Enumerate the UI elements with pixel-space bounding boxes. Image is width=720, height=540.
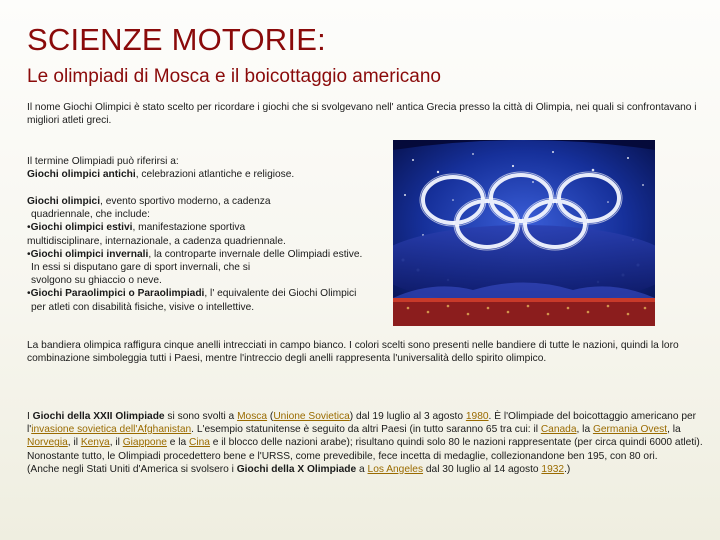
- bullet-1: •: [27, 222, 31, 234]
- modern-line-6: In essi si disputano gare di sport invernali, che si: [31, 262, 251, 274]
- modern-line-7: svolgono su ghiaccio o neve.: [31, 275, 162, 287]
- modern-bold-1: Giochi olimpici: [27, 196, 101, 207]
- moscow-t-e: . È l'Olimpiade del boicottaggio americano per l': [27, 411, 697, 436]
- moscow-bold-games: Giochi della XXII Olimpiade: [32, 411, 165, 422]
- moscow-t-l: e il blocco delle nazioni arabe); risultano quindi solo 80 le nazioni rappresentate (per circa quindi 6000 atleti).: [209, 437, 703, 449]
- modern-bold-5: Giochi olimpici invernali: [30, 248, 149, 260]
- moscow-text-2: Nonostante tutto, le Olimpiadi procedettero bene e l'URSS, come prevedibile, fece incetta di medaglie, collezionandone ben 195, con 80 ori.: [27, 450, 658, 462]
- flag-text: La bandiera olimpica raffigura cinque anelli intrecciati in campo bianco. I colori scelti sono presenti nelle bandiere di tutte le nazioni, quindi la loro combinazione simboleggia tutti i Paesi, mentre l'intreccio degli anelli rappresenta l'universalità dello spirito olimpico.: [27, 340, 679, 365]
- modern-rest-8: , l' equivalente dei Giochi Olimpici: [204, 288, 357, 300]
- modern-line-3: [27, 221, 389, 234]
- intro-paragraph: [27, 101, 699, 127]
- moscow-text-1: [27, 410, 703, 450]
- term-bold: Giochi olimpici antichi: [27, 169, 136, 181]
- link-germania-ovest[interactable]: Germania Ovest: [592, 424, 668, 436]
- moscow-t-c: (: [267, 411, 274, 422]
- moscow-bold-x: Giochi della X Olimpiade: [236, 463, 357, 475]
- moscow-t-3d: .): [564, 463, 571, 475]
- moscow-text-3: [27, 463, 703, 476]
- modern-bold-3: Giochi olimpici estivi: [30, 222, 133, 234]
- link-1932[interactable]: 1932: [541, 463, 565, 475]
- link-invasione-afghanistan[interactable]: invasione sovietica dell'Afghanistan: [31, 424, 192, 436]
- moscow-t-i: , il: [67, 437, 81, 449]
- moscow-t-b: si sono svolti a: [164, 411, 238, 422]
- link-giappone[interactable]: Giappone: [122, 437, 167, 449]
- term-line-1: Il termine Olimpiadi può riferirsi a:: [27, 156, 179, 167]
- modern-rest-1: , evento sportivo moderno, a cadenza: [100, 196, 271, 207]
- link-mosca[interactable]: Mosca: [237, 411, 268, 422]
- moscow-t-j: , il: [109, 437, 123, 449]
- link-cina[interactable]: Cina: [189, 437, 210, 449]
- modern-line-5: [27, 248, 389, 261]
- bullet-3: •: [27, 288, 31, 300]
- bullet-2: •: [27, 248, 31, 260]
- intro-text: Il nome Giochi Olimpici è stato scelto per ricordare i giochi che si svolgevano nell' antica Grecia presso la città di Olimpia, nei quali si confrontavano i migliori atleti greci.: [27, 102, 697, 127]
- link-norvegia[interactable]: Norvegia: [27, 437, 68, 449]
- link-canada[interactable]: Canada: [540, 424, 577, 436]
- moscow-t-k: e la: [166, 437, 190, 449]
- moscow-t-3b: a: [356, 463, 368, 475]
- olympic-rings-photo: [393, 140, 655, 326]
- moscow-t-3c: dal 30 luglio al 14 agosto: [423, 463, 542, 475]
- link-1980[interactable]: 1980: [465, 411, 489, 422]
- moscow-t-a: I: [27, 411, 33, 422]
- modern-rest-5: , la controparte invernale delle Olimpiadi estive.: [148, 248, 363, 260]
- link-kenya[interactable]: Kenya: [80, 437, 110, 449]
- modern-line-8: [27, 287, 389, 300]
- flag-paragraph: [27, 339, 701, 365]
- modern-games-list: [27, 195, 389, 314]
- link-unione-sovietica[interactable]: Unione Sovietica: [273, 411, 350, 422]
- moscow-t-g: , la: [576, 424, 593, 436]
- term-line-2: [27, 168, 387, 181]
- term-paragraph: [27, 155, 387, 181]
- modern-line-1: [27, 195, 389, 208]
- link-los-angeles[interactable]: Los Angeles: [367, 463, 424, 475]
- olympic-rings-ceremony-image: [393, 140, 655, 326]
- modern-line-2: quadriennale, che include:: [31, 209, 150, 221]
- moscow-t-f: . L'esempio statunitense è seguito da altri Paesi (in tutto saranno 65 tra cui: il: [191, 424, 541, 436]
- modern-rest-3: , manifestazione sportiva: [132, 222, 246, 234]
- slide-subtitle: Le olimpiadi di Mosca e il boicottaggio americano: [27, 66, 442, 87]
- modern-line-4: multidisciplinare, internazionale, a cadenza quadriennale.: [27, 235, 286, 247]
- modern-line-9: per atleti con disabilità fisiche, visive o intellettive.: [31, 301, 255, 313]
- term-rest: , celebrazioni atlantiche e religiose.: [135, 169, 295, 181]
- modern-bold-8: Giochi Paraolimpici o Paraolimpiadi: [30, 288, 205, 300]
- moscow-t-d: ) dal 19 luglio al 3 agosto: [349, 411, 466, 422]
- slide-title: SCIENZE MOTORIE:: [27, 22, 326, 57]
- moscow-t-h: , la: [667, 424, 681, 436]
- moscow-paragraph: [27, 410, 703, 476]
- moscow-t-3a: (Anche negli Stati Uniti d'America si svolsero i: [27, 463, 237, 475]
